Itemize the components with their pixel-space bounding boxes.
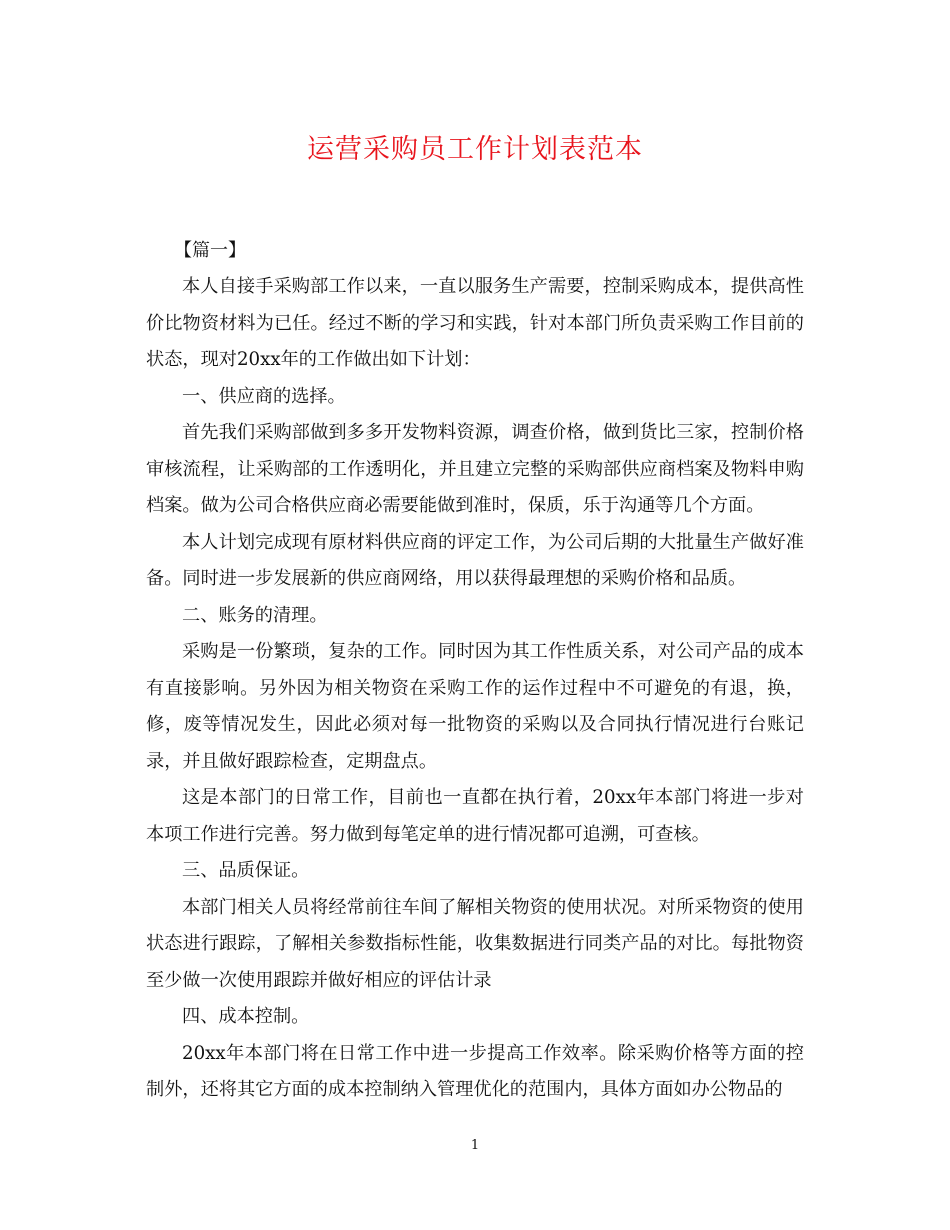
section-tag: 【篇一】 — [174, 240, 246, 261]
heading-account-cleanup: 二、账务的清理。 — [182, 604, 328, 626]
paragraph-account-improvement: 这是本部门的日常工作，目前也一直都在执行着，20xx年本部门将进一步对本项工作进行完善。努力做到每笔定单的进行情况都可追溯，可查核。 — [146, 787, 804, 845]
paragraph-intro: 本人自接手采购部工作以来，一直以服务生产需要，控制采购成本，提供高性价比物资材料为已任。经过不断的学习和实践，针对本部门所负责采购工作目前的状态，现对20xx年的工作做出如下计划： — [146, 276, 804, 370]
heading-supplier-selection: 一、供应商的选择。 — [182, 385, 346, 407]
paragraph-supplier-evaluation: 本人计划完成现有原材料供应商的评定工作，为公司后期的大批量生产做好准备。同时进一步发展新的供应商网络，用以获得最理想的采购价格和品质。 — [146, 531, 804, 589]
document-title: 运营采购员工作计划表范本 — [307, 134, 643, 165]
heading-cost-control: 四、成本控制。 — [182, 1006, 310, 1027]
paragraph-quality-tracking: 本部门相关人员将经常前往车间了解相关物资的使用状况。对所采物资的使用状态进行跟踪，了解相关参数指标性能，收集数据进行同类产品的对比。每批物资至少做一次使用跟踪并做好相应的评估计录 — [146, 896, 804, 991]
paragraph-account-records: 采购是一份繁琐，复杂的工作。同时因为其工作性质关系，对公司产品的成本有直接影响。另外因为相关物资在采购工作的运作过程中不可避免的有退，换，修，废等情况发生，因此必须对每一批物资的采购以及合同执行情况进行台账记录，并且做好跟踪检查，定期盘点。 — [146, 641, 804, 772]
paragraph-supplier-development: 首先我们采购部做到多多开发物料资源，调查价格，做到货比三家，控制价格审核流程，让采购部的工作透明化，并且建立完整的采购部供应商档案及物料申购档案。做为公司合格供应商必需要能做到准时，保质，乐于沟通等几个方面。 — [146, 422, 804, 516]
paragraph-cost-efficiency: 20xx年本部门将在日常工作中进一步提高工作效率。除采购价格等方面的控制外，还将其它方面的成本控制纳入管理优化的范围内，具体方面如办公物品的 — [146, 1042, 804, 1100]
document-body — [146, 233, 804, 1109]
heading-quality-assurance: 三、品质保证。 — [182, 860, 310, 881]
page-number: 1 — [470, 1138, 480, 1153]
